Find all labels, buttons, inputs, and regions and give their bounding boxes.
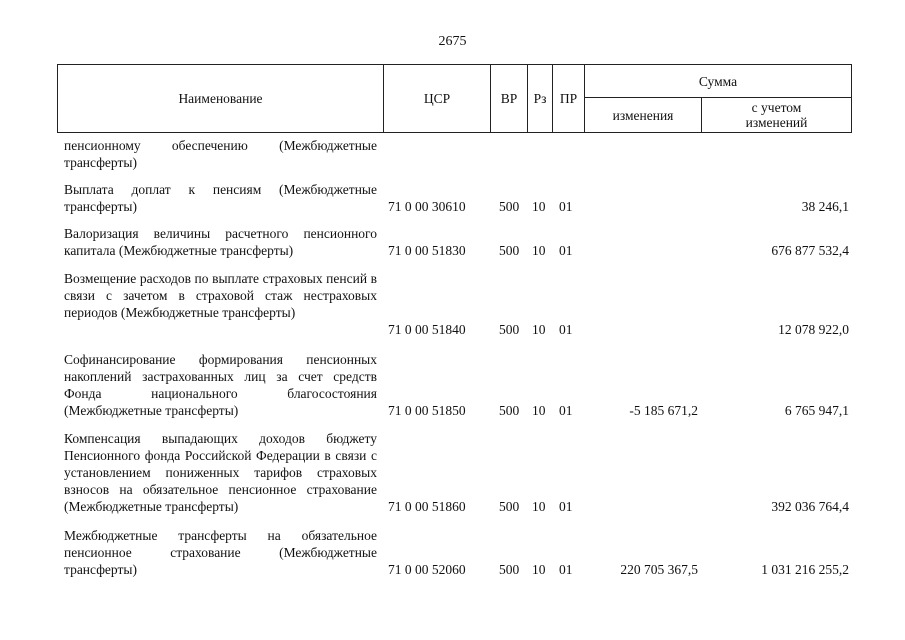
row-vr: 500 [499, 562, 520, 577]
row-name: Межбюджетные трансферты на обязательное пенсионное страхование (Межбюджетные трансферты) [64, 528, 377, 577]
row-total: 1 031 216 255,2 [761, 562, 849, 577]
row-total: 6 765 947,1 [784, 403, 849, 418]
row-pr: 01 [559, 403, 573, 418]
row-rz: 10 [532, 562, 546, 577]
row-rz: 10 [532, 243, 546, 258]
row-csr: 71 0 00 51850 [388, 403, 466, 418]
header-sum: Сумма [584, 64, 852, 98]
header-vr: ВР [490, 64, 528, 133]
row-total: 392 036 764,4 [771, 499, 849, 514]
row-vr: 500 [499, 199, 520, 214]
row-total: 38 246,1 [801, 199, 849, 214]
row-pr: 01 [559, 499, 573, 514]
header-with-change: с учетом изменений [701, 97, 852, 133]
row-vr: 500 [499, 403, 520, 418]
row-csr: 71 0 00 51840 [388, 322, 466, 337]
row-total: 676 877 532,4 [771, 243, 849, 258]
row-vr: 500 [499, 243, 520, 258]
row-pr: 01 [559, 243, 573, 258]
header-pr: ПР [552, 64, 585, 133]
row-rz: 10 [532, 403, 546, 418]
row-pr: 01 [559, 562, 573, 577]
row-pr: 01 [559, 322, 573, 337]
header-name: Наименование [57, 64, 384, 133]
row-rz: 10 [532, 499, 546, 514]
header-change: изменения [584, 97, 702, 133]
row-csr: 71 0 00 30610 [388, 199, 466, 214]
row-rz: 10 [532, 322, 546, 337]
row-name: Софинансирование формирования пенсионных накоплений застрахованных лиц за счет средств Фонда национального благосостояния (Межбюджетные трансферты) [64, 352, 377, 418]
row-change: 220 705 367,5 [620, 562, 698, 577]
row-csr: 71 0 00 51830 [388, 243, 466, 258]
row-name: Компенсация выпадающих доходов бюджету Пенсионного фонда Российской Федерации в связи с установлением пониженных тарифов страховых взносов на обязательное пенсионное страхование (Межбюджетные трансферты) [64, 431, 377, 514]
row-pr: 01 [559, 199, 573, 214]
page-number: 2675 [438, 34, 467, 49]
row-name: Возмещение расходов по выплате страховых пенсий в связи с зачетом в страховой стаж нестраховых периодов (Межбюджетные трансферты) [64, 271, 377, 320]
row-csr: 71 0 00 52060 [388, 562, 466, 577]
header-csr: ЦСР [383, 64, 491, 133]
row-vr: 500 [499, 499, 520, 514]
row-name: Валоризация величины расчетного пенсионного капитала (Межбюджетные трансферты) [64, 226, 377, 258]
row-csr: 71 0 00 51860 [388, 499, 466, 514]
row-name: Выплата доплат к пенсиям (Межбюджетные трансферты) [64, 182, 377, 214]
row-rz: 10 [532, 199, 546, 214]
row-change: -5 185 671,2 [629, 403, 698, 418]
row-total: 12 078 922,0 [778, 322, 849, 337]
row-vr: 500 [499, 322, 520, 337]
header-rz: Рз [527, 64, 553, 133]
continuation-text: пенсионному обеспечению (Межбюджетные трансферты) [64, 138, 377, 170]
